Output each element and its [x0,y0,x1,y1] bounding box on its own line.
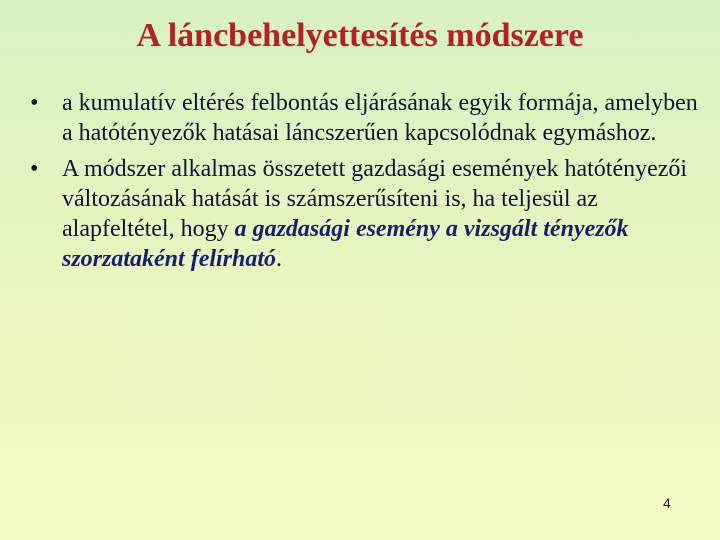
bullet-text: a kumulatív eltérés felbontás eljárásának egyik formája, amelyben a hatótényezők hatásai láncszerűen kapcsolódnak egymáshoz. [62,90,698,146]
bullet-list [30,88,700,280]
bullet-item [30,88,700,148]
page-number: 4 [663,495,671,511]
bullet-item [30,154,700,274]
bullet-icon: • [30,156,39,182]
bullet-icon: • [30,90,39,116]
slide-title: A láncbehelyettesítés módszere [136,17,584,54]
bullet-text-end: . [276,246,283,272]
bullet-emphasis-text: a gazdasági esemény a vizsgált tényezők szorzataként felírható [62,216,629,272]
bullet-text: A módszer alkalmas összetett gazdasági események hatótényezői változásának hatását is számszerűsíteni is, ha teljesül az alapfeltétel, hogy [62,156,688,242]
